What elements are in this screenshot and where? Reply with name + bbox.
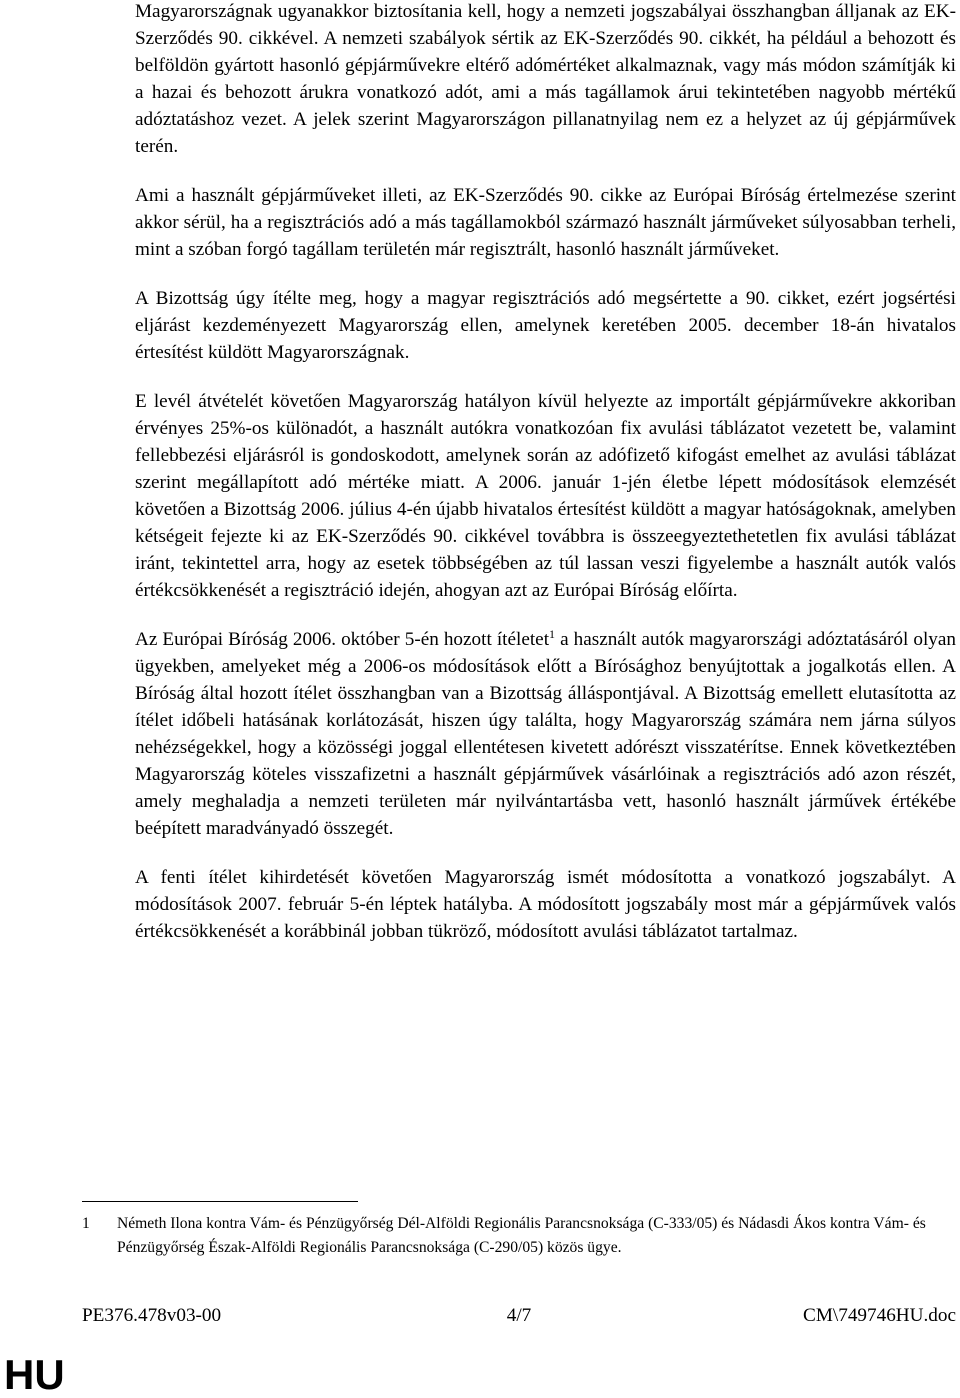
paragraph-1: Magyarországnak ugyanakkor biztosítania kell, hogy a nemzeti jogszabályai összhangban álljanak az EK-Szerződés 90. cikkével. A nemzeti szabályok sértik az EK-Szerződés 90. cikkét, ha például a behozott és belföldön gyártott hasonló gépjárművekre eltérő adómértéket alkalmaznak, vagy más módon számítják ki a hazai és behozott árukra vonatkozó adót, ami a más tagállamok árui tekintetében nagyobb mértékű adóztatáshoz vezet. A jelek szerint Magyarországon pillanatnyilag nem ez a helyzet az új gépjárművek terén. [135, 1, 956, 157]
paragraph-5 [135, 626, 956, 842]
footnote-text: Németh Ilona kontra Vám- és Pénzügyőrség Dél-Alföldi Regionális Parancsnoksága (C-333/05) és Nádasdi Ákos kontra Vám- és Pénzügyőrség Észak-Alföldi Regionális Parancsnoksága (C-290/05) közös ügye. [117, 1215, 926, 1256]
document-reference: PE376.478v03-00 [82, 1305, 222, 1326]
footnote-number: 1 [82, 1215, 90, 1232]
file-name: CM\749746HU.doc [803, 1305, 956, 1326]
paragraph-3: A Bizottság úgy ítélte meg, hogy a magyar regisztrációs adó megsértette a 90. cikket, ezért jogsértési eljárást kezdeményezett Magyarország ellen, amelynek keretében 2005. december 18-án hivatalos értesítést küldött Magyarországnak. [135, 288, 956, 363]
page-number: 4/7 [506, 1305, 532, 1326]
paragraph-6: A fenti ítélet kihirdetését követően Magyarország ismét módosította a vonatkozó jogszabályt. A módosítások 2007. február 5-én léptek hatályba. A módosított jogszabály most már a gépjárművek valós értékcsökkenését a korábbinál jobban tükröző, módosított avulási táblázatot tartalmaz. [135, 867, 956, 942]
footnote-reference[interactable]: 1 [549, 627, 556, 641]
page-footer [82, 1302, 956, 1330]
paragraph-2: Ami a használt gépjárműveket illeti, az EK-Szerződés 90. cikke az Európai Bíróság értelmezése szerint akkor sérül, ha a regisztrációs adó a más tagállamokból származó használt járműveket súlyosabban terheli, mint a szóban forgó tagállam területén már regisztrált, hasonló használt járműveket. [135, 185, 956, 260]
footnote-separator [82, 1201, 358, 1202]
paragraph-5-rest: a használt autók magyarországi adóztatásáról olyan ügyekben, amelyeket még a 2006-os módosítások előtt a Bírósághoz benyújtottak a jogalkotás ellen. A Bíróság által hozott ítélet összhangban van a Bizottság álláspontjával. A Bizottság emellett elutasította az ítélet időbeli hatásának korlátozását, hiszen úgy találta, hogy Magyarország számára nem járna súlyos nehézségekkel, hogy a közösségi joggal ellentétesen kivetett adórészt visszatérítse. Ennek következtében Magyarország köteles visszafizetni a használt gépjárművek vásárlóinak a regisztrációs adó azon részét, amely meghaladja a nemzeti területen már nyilvántartásba vett, hasonló használt járművek értékébe beépített maradványadó összegét. [135, 629, 957, 839]
footnote [82, 1212, 956, 1260]
paragraph-5-start: Az Európai Bíróság 2006. október 5-én hozott ítéletet [135, 629, 550, 650]
body-text [135, 0, 956, 967]
language-code: HU [4, 1351, 65, 1398]
paragraph-4: E levél átvételét követően Magyarország hatályon kívül helyezte az importált gépjárművekre akkoriban érvényes 25%-os különadót, a használt autókra vonatkozóan fix avulási táblázatot vezetett be, valamint fellebbezési eljárásról is gondoskodott, amelynek során az adófizető kifogást emelhet az avulási táblázat szerint megállapított adó mértéke miatt. A 2006. január 1-jén életbe lépett módosítások elemzését követően a Bizottság 2006. július 4-én újabb hivatalos értesítést küldött a magyar hatóságoknak, amelyben kétségeit fejezte ki az EK-Szerződés 90. cikkével továbbra is összeegyeztethetetlen fix avulási táblázat iránt, tekintettel arra, hogy az esetek többségében az túl lassan veszi figyelembe a használt autók valós értékcsökkenését a regisztráció idején, ahogyan azt az Európai Bíróság előírta. [135, 391, 956, 601]
